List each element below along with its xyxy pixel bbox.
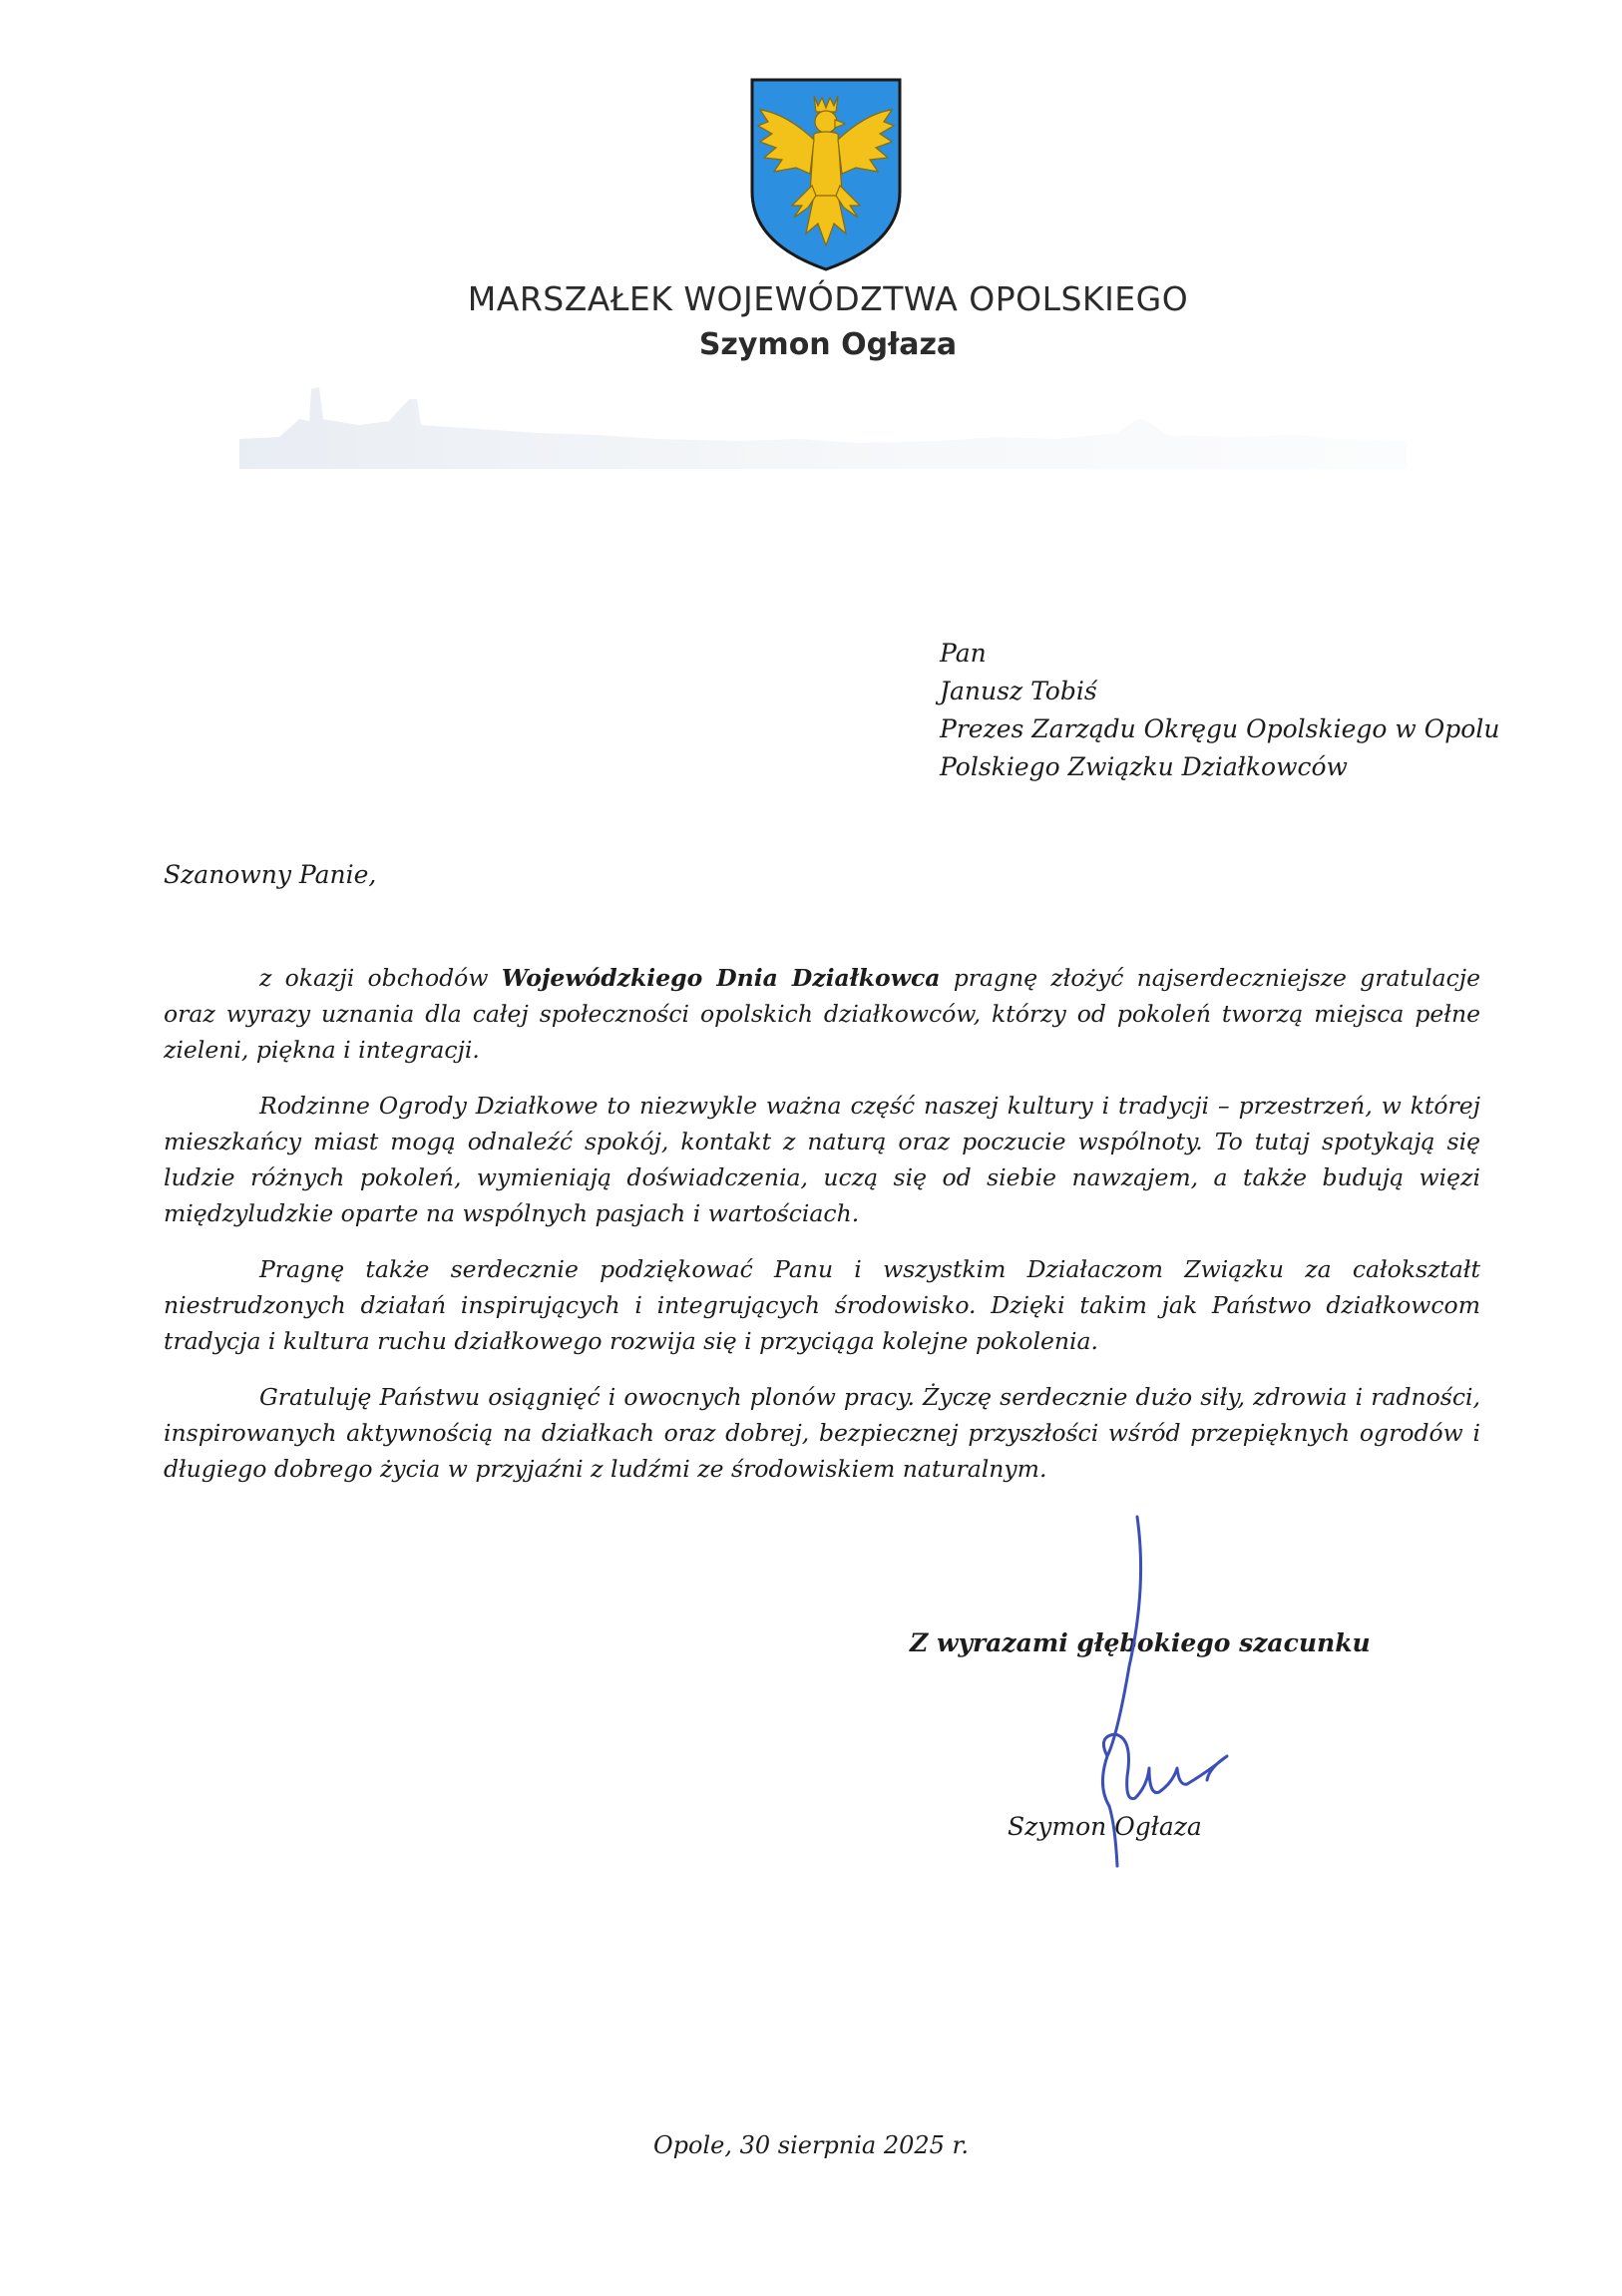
event-name: Wojewódzkiego Dnia Działkowca: [501, 964, 941, 992]
closing-salutation: Z wyrazami głębokiego szacunku: [910, 1628, 1371, 1657]
signer-name: Szymon Ogłaza: [1008, 1812, 1202, 1841]
body-p1-post: pragnę złożyć najserdeczniejsze gratulacje oraz wyrazy uznania dla całej społeczności opolskich działkowców, którzy od pokoleń tworzą miejsca pełne zieleni, piękna i integracji.: [164, 964, 1480, 1064]
opole-voivodeship-crest-icon: [746, 74, 906, 273]
greeting: Szanowny Panie,: [164, 860, 377, 889]
office-title: MARSZAŁEK WOJEWÓDZTWA OPOLSKIEGO: [467, 279, 1189, 318]
addressee-block: [940, 635, 1499, 786]
addressee-title: Pan: [940, 639, 987, 668]
letter-body: [164, 960, 1480, 1507]
addressee-position-line2: Polskiego Związku Działkowców: [940, 752, 1348, 781]
body-paragraph-4: Gratuluję Państwu osiągnięć i owocnych plonów pracy. Życzę serdecznie dużo siły, zdrowia i radności, inspirowanych aktywnością na działkach oraz dobrej, bezpiecznej przyszłości wśród przepięknych ogrodów i długiego dobrego życia w przyjaźni z ludźmi ze środowiskiem naturalnym.: [164, 1383, 1480, 1483]
city-skyline-watermark: [239, 369, 1407, 479]
place-and-date: Opole, 30 sierpnia 2025 r.: [652, 2131, 970, 2159]
body-paragraph-3: Pragnę także serdecznie podziękować Panu i wszystkim Działaczom Związku za całokształt niestrudzonych działań inspirujących i integrujących środowisko. Dzięki takim jak Państwo działkowcom tradycja i kultura ruchu działkowego rozwija się i przyciąga kolejne pokolenia.: [164, 1255, 1480, 1355]
body-p1-pre: z okazji obchodów: [259, 964, 502, 992]
addressee-position-line1: Prezes Zarządu Okręgu Opolskiego w Opolu: [940, 714, 1500, 743]
body-paragraph-1: [164, 960, 1480, 1068]
office-holder-name: Szymon Ogłaza: [698, 327, 958, 362]
addressee-name: Janusz Tobiś: [940, 677, 1097, 705]
body-paragraph-2: Rodzinne Ogrody Działkowe to niezwykle ważna część naszej kultury i tradycji – przestrzeń, w której mieszkańcy miast mogą odnaleźć spokój, kontakt z naturą oraz poczucie wspólnoty. To tutaj spotykają się ludzie różnych pokoleń, wymieniają doświadczenia, uczą się od siebie nawzajem, a także budują więzi międzyludzkie oparte na wspólnych pasjach i wartościach.: [164, 1092, 1480, 1227]
